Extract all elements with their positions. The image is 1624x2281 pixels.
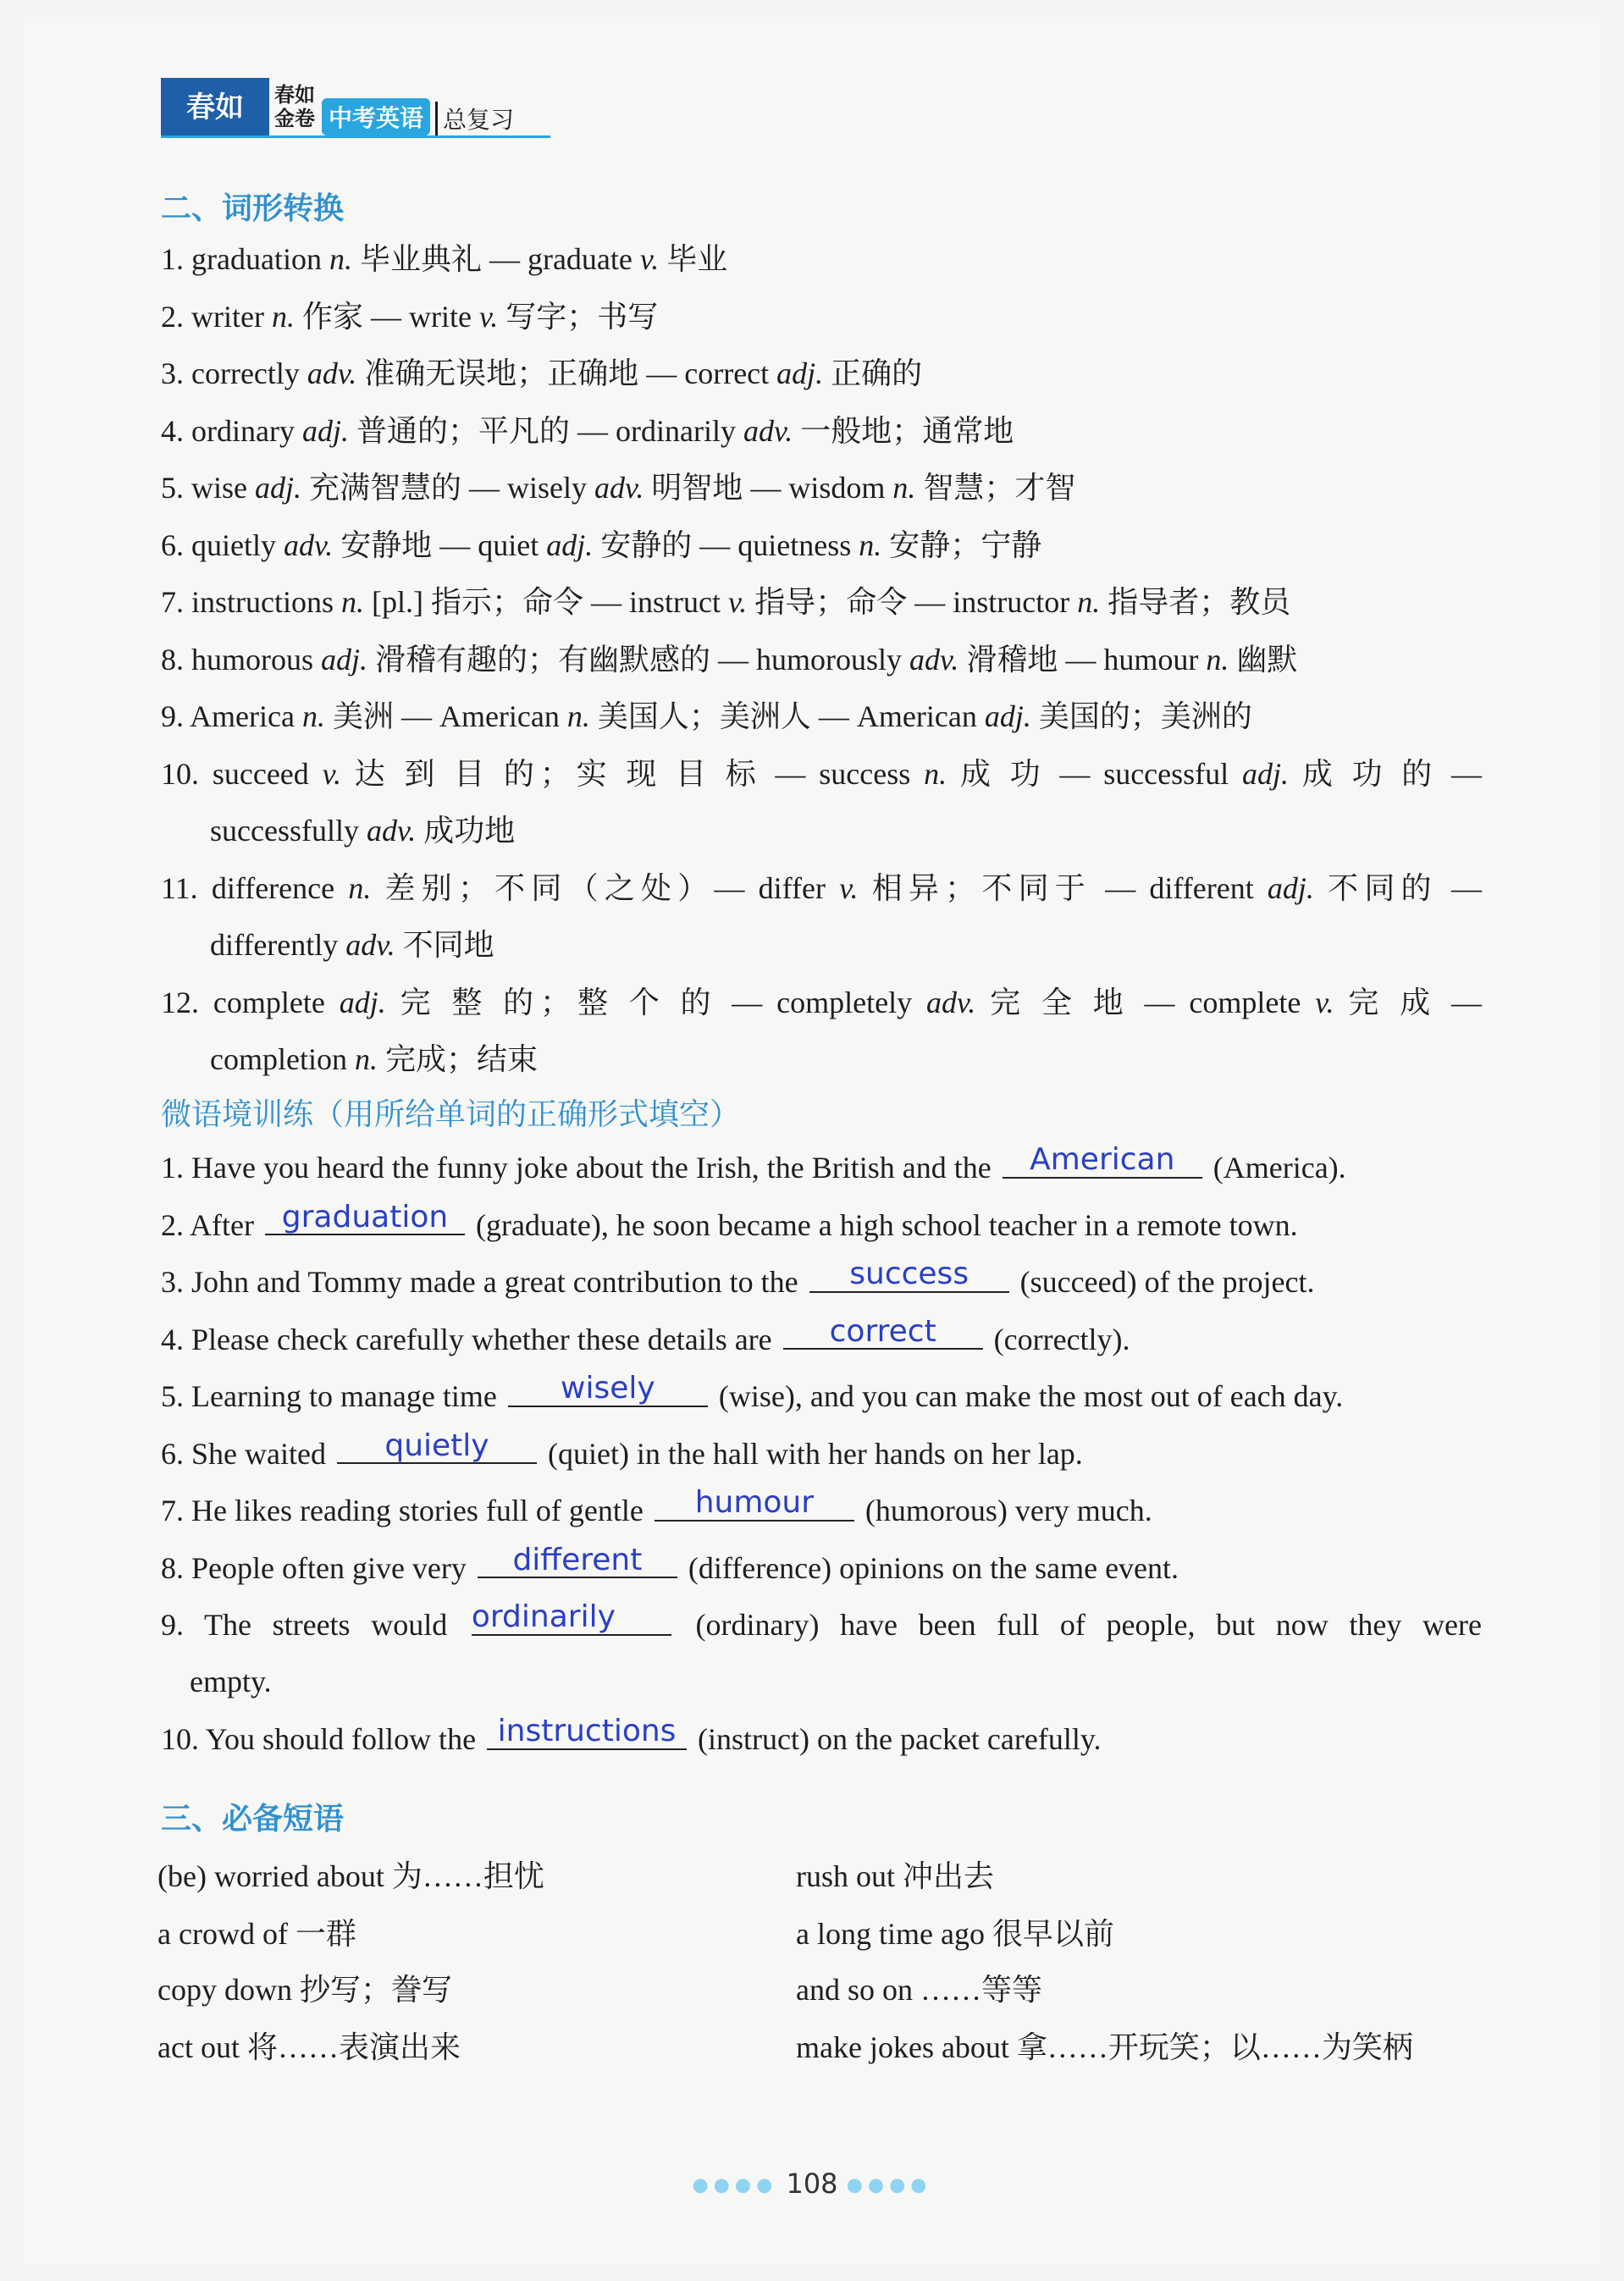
word-form-item: 7. instructions n. [pl.] 指示；命令 — instruct v. 指导；命令 — instructor n. 指导者；教员 <box>161 585 1291 619</box>
answer-blank: different <box>478 1544 677 1579</box>
answer-blank: humour <box>655 1486 854 1522</box>
phrase-item: act out 将……表演出来 <box>157 2030 461 2064</box>
header-rule <box>161 135 550 138</box>
answer-blank: graduation <box>265 1201 465 1236</box>
phrase-item: make jokes about 拿……开玩笑；以……为笑柄 <box>796 2030 1413 2064</box>
exercise-item: 2. After graduation (graduate), he soon became a high school teacher in a remote town. <box>161 1199 1298 1242</box>
page-footer <box>0 2168 1624 2200</box>
section-title-phrases: 三、必备短语 <box>161 1801 345 1836</box>
publisher-logo <box>161 78 519 137</box>
exercise-title: 微语境训练（用所给单词的正确形式填空） <box>161 1097 741 1132</box>
word-form-item: 5. wise adj. 充满智慧的 — wisely adv. 明智地 — wisdom n. 智慧；才智 <box>161 471 1076 505</box>
answer-blank: instructions <box>487 1715 687 1750</box>
answer-blank: American <box>1003 1143 1202 1179</box>
exercise-item: 10. You should follow the instructions (instruct) on the packet carefully. <box>161 1714 1102 1756</box>
word-form-item: 4. ordinary adj. 普通的；平凡的 — ordinarily adv. 一般地；通常地 <box>161 413 1014 448</box>
answer-blank: success <box>809 1257 1009 1293</box>
section-title-word-forms: 二、词形转换 <box>161 191 345 226</box>
word-form-item-continued: completion n. 完成；结束 <box>210 1042 538 1076</box>
exercise-item: 5. Learning to manage time wisely (wise), and you can make the most out of each day. <box>161 1371 1344 1413</box>
word-form-item-continued: successfully adv. 成功地 <box>210 814 516 848</box>
book-title-main: 中考英语 <box>322 98 430 135</box>
word-form-item-continued: differently adv. 不同地 <box>210 928 494 962</box>
word-form-item: 2. writer n. 作家 — write v. 写字；书写 <box>161 299 659 334</box>
answer-blank: ordinarily <box>472 1600 671 1636</box>
word-form-item: 12. complete adj. 完 整 的；整 个 的 — completely adv. 完 全 地 — complete v. 完 成 — <box>161 985 1482 1019</box>
logo-text: 春如 金卷 <box>274 83 315 130</box>
exercise-item: 7. He likes reading stories full of gentle humour (humorous) very much. <box>161 1485 1152 1527</box>
phrase-item: copy down 抄写；誊写 <box>157 1973 452 2007</box>
book-title-sub: 总复习 <box>435 102 519 135</box>
exercise-item: 4. Please check carefully whether these details are correct (correctly). <box>161 1313 1130 1356</box>
logo-mark: 春如 <box>161 78 269 137</box>
phrase-item: and so on ……等等 <box>796 1973 1042 2007</box>
answer-blank: wisely <box>508 1372 708 1407</box>
word-form-item: 10. succeed v. 达 到 目 的；实 现 目 标 — success n. 成 功 — successful adj. 成 功 的 — <box>161 756 1482 791</box>
footer-dots-left: ●●●● <box>692 2174 778 2196</box>
page-number: 108 <box>786 2168 838 2200</box>
exercise-item: 9. The streets would ordinarily (ordinary) have been full of people, but now they were <box>161 1599 1482 1642</box>
phrase-item: a crowd of 一群 <box>157 1917 356 1951</box>
book-title <box>322 78 519 137</box>
phrase-item: a long time ago 很早以前 <box>796 1917 1114 1951</box>
footer-dots-right: ●●●● <box>846 2174 932 2196</box>
phrase-item: (be) worried about 为……担忧 <box>157 1859 544 1893</box>
answer-blank: correct <box>783 1315 983 1350</box>
exercise-item: 8. People often give very different (difference) opinions on the same event. <box>161 1542 1179 1585</box>
word-form-item: 1. graduation n. 毕业典礼 — graduate v. 毕业 <box>161 242 728 276</box>
exercise-item: 3. John and Tommy made a great contribution to the success (succeed) of the project. <box>161 1256 1315 1299</box>
word-form-item: 11. difference n. 差别；不同（之处）— differ v. 相异；不同于 — different adj. 不同的 — <box>161 870 1482 905</box>
phrase-item: rush out 冲出去 <box>796 1859 995 1893</box>
exercise-item: 1. Have you heard the funny joke about the Irish, the British and the American (America). <box>161 1142 1346 1185</box>
exercise-item: 6. She waited quietly (quiet) in the hall with her hands on her lap. <box>161 1428 1083 1471</box>
word-form-item: 3. correctly adv. 准确无误地；正确地 — correct adj. 正确的 <box>161 356 923 390</box>
word-form-item: 8. humorous adj. 滑稽有趣的；有幽默感的 — humorously adv. 滑稽地 — humour n. 幽默 <box>161 642 1298 677</box>
word-form-item: 6. quietly adv. 安静地 — quiet adj. 安静的 — quietness n. 安静；宁静 <box>161 527 1042 562</box>
word-form-item: 9. America n. 美洲 — American n. 美国人；美洲人 — American adj. 美国的；美洲的 <box>161 699 1252 733</box>
answer-blank: quietly <box>337 1429 537 1465</box>
exercise-item-continued: empty. <box>190 1664 272 1698</box>
